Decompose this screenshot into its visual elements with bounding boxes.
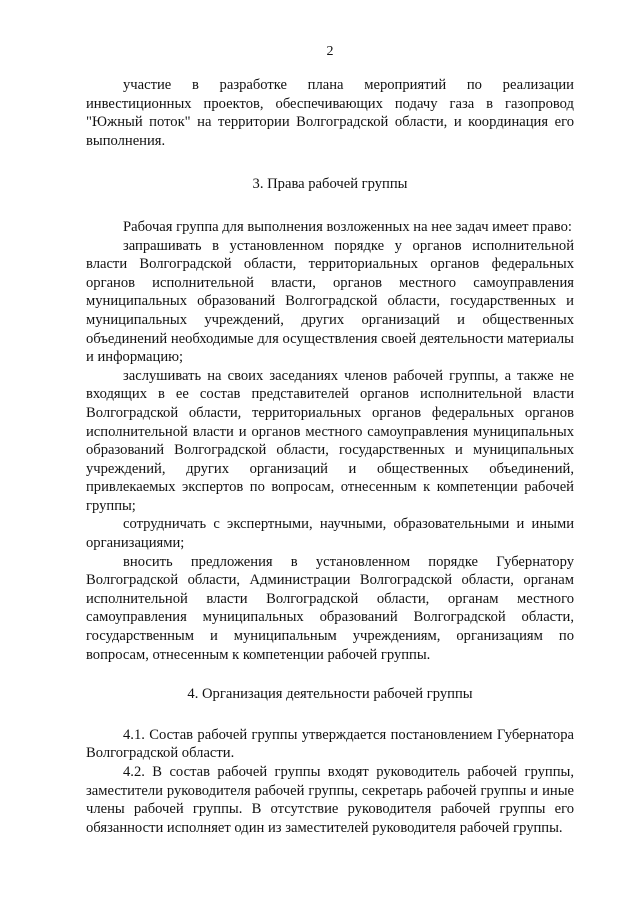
section-3-title: 3. Права рабочей группы [252,176,408,193]
section-4-paragraph: 4.1. Состав рабочей группы утверждается постановлением Губернатора Волгоградской области. [86,726,574,762]
section-3-paragraph: Рабочая группа для выполнения возложенных на нее задач имеет право: [123,218,572,235]
section-4-title: 4. Организация деятельности рабочей группы [187,686,473,703]
section-4-paragraph: 4.2. В состав рабочей группы входят руководитель рабочей группы, заместители руководителя рабочей группы, секретарь рабочей группы и иные члены рабочей группы. В отсутствие руководителя рабочей группы его обязанности исполняет один из заместителей руководителя рабочей группы. [86,764,574,836]
page-number: 2 [326,44,334,59]
intro-paragraph: участие в разработке плана мероприятий по реализации инвестиционных проектов, обеспечивающих подачу газа в газопровод "Южный поток" на территории Волгоградской области, и координация его выполнения. [86,77,574,149]
section-3-paragraph: заслушивать на своих заседаниях членов рабочей группы, а также не входящих в ее состав представителей органов исполнительной власти Волгоградской области, территориальных органов федеральных органов исполнительной власти и органов местного самоуправления муниципальных образований Волгоградской области, государственных и муниципальных учреждений, других организаций и общественных объединений, привлекаемых экспертов по вопросам, отнесенным к компетенции рабочей группы; [86,367,574,514]
section-3-paragraph: вносить предложения в установленном порядке Губернатору Волгоградской области, Администрации Волгоградской области, органам исполнительной власти Волгоградской области, органам местного самоуправления муниципальных образований Волгоградской области, государственным и муниципальным учреждениям, организациям по вопросам, отнесенным к компетенции рабочей группы. [86,553,574,663]
section-3-paragraph: сотрудничать с экспертными, научными, образовательными и иными организациями; [86,516,574,552]
section-3-paragraph: запрашивать в установленном порядке у органов исполнительной власти Волгоградской области, территориальных органов федеральных органов исполнительной власти, органов местного самоуправления муниципальных образований Волгоградской области, государственных и муниципальных учреждений, других организаций и общественных объединений необходимые для осуществления своей деятельности материалы и информацию; [86,237,574,366]
